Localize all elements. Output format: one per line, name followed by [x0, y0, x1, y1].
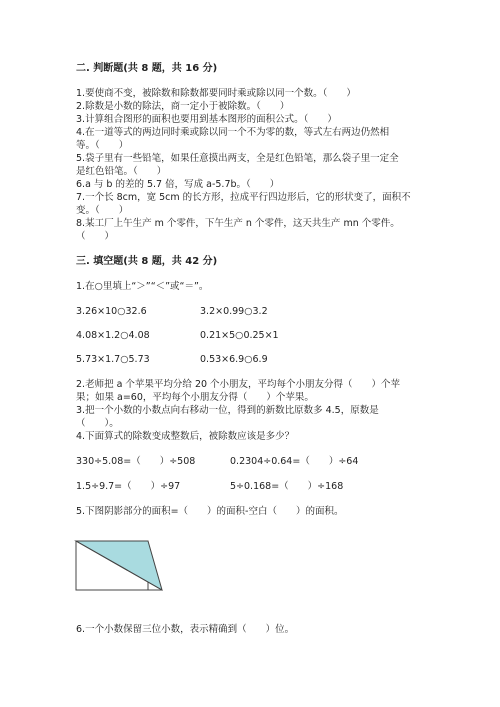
- fill-q2-line-a: 2.老师把 a 个苹果平均分给 20 个小朋友，平均每个小朋友分得（ ）个苹: [76, 379, 401, 390]
- fill-q1-item-2b: 0.21×5○0.25×1: [200, 330, 279, 341]
- judgment-line-7b: 变。（ ）: [76, 205, 129, 216]
- judgment-line-4a: 4.在一道等式的两边同时乘或除以同一个不为零的数，等式左右两边仍然相: [76, 127, 390, 138]
- judgment-line-1: 1.要使商不变，被除数和除数都要同时乘或除以同一个数。（ ）: [76, 88, 356, 99]
- fill-q6: 6.一个小数保留三位小数，表示精确到（ ）位。: [76, 624, 295, 635]
- fill-q1-item-2a: 4.08×1.2○4.08: [76, 330, 150, 341]
- fill-q4: 4.下面算式的除数变成整数后，被除数应该是多少？: [76, 431, 295, 442]
- judgment-line-5b: 是红色铅笔。（ ）: [76, 166, 167, 177]
- judgment-line-6: 6.a 与 b 的差的 5.7 倍，写成 a-5.7b。（ ）: [76, 179, 280, 190]
- section-title-fill: 三. 填空题(共 8 题，共 42 分): [76, 256, 218, 267]
- fill-q1: 1.在○里填上“＞”“＜”或“＝”。: [76, 281, 209, 292]
- judgment-line-8b: （ ）: [76, 231, 115, 242]
- judgment-line-5a: 5.袋子里有一些铅笔，如果任意摸出两支，全是红色铅笔，那么袋子里一定全: [76, 153, 399, 164]
- fill-q1-item-3a: 5.73×1.7○5.73: [76, 354, 150, 365]
- judgment-line-2: 2.除数是小数的除法，商一定小于被除数。（ ）: [76, 101, 290, 112]
- fill-q1-item-1b: 3.2×0.99○3.2: [200, 306, 268, 317]
- fill-q5: 5.下图阴影部分的面积=（ ）的面积-空白（ ）的面积。: [76, 506, 344, 517]
- fill-q4-item-2b: 5÷0.168=（ ）÷168: [230, 481, 344, 492]
- fill-q3-line-a: 3.把一个小数的小数点向右移动一位，得到的新数比原数多 4.5，原数是: [76, 405, 379, 416]
- fill-q3-line-b: （ ）。: [76, 418, 119, 429]
- fill-q4-item-1a: 330÷5.08=（ ）÷508: [76, 456, 196, 467]
- judgment-line-7a: 7.一个长 8cm，宽 5cm 的长方形，拉成平行四边形后，它的形状变了，面积不: [76, 192, 411, 203]
- fill-q4-item-2a: 1.5÷9.7=（ ）÷97: [76, 481, 181, 492]
- fill-q1-item-3b: 0.53×6.9○6.9: [200, 354, 268, 365]
- judgment-line-4b: 等。（ ）: [76, 140, 129, 151]
- shaded-trapezoid-figure: [72, 538, 172, 594]
- fill-q1-item-1a: 3.26×10○32.6: [76, 306, 147, 317]
- judgment-line-8a: 8.某工厂上午生产 m 个零件，下午生产 n 个零件，这天共生产 mn 个零件。: [76, 218, 400, 229]
- fill-q4-item-1b: 0.2304÷0.64=（ ）÷64: [230, 456, 359, 467]
- section-title-judgment: 二. 判断题(共 8 题，共 16 分): [76, 63, 218, 74]
- fill-q2-line-b: 果；如果 a=60，平均每个小朋友分得（ ）个苹果。: [76, 392, 314, 403]
- judgment-line-3: 3.计算组合图形的面积也要用到基本图形的面积公式。（ ）: [76, 114, 337, 125]
